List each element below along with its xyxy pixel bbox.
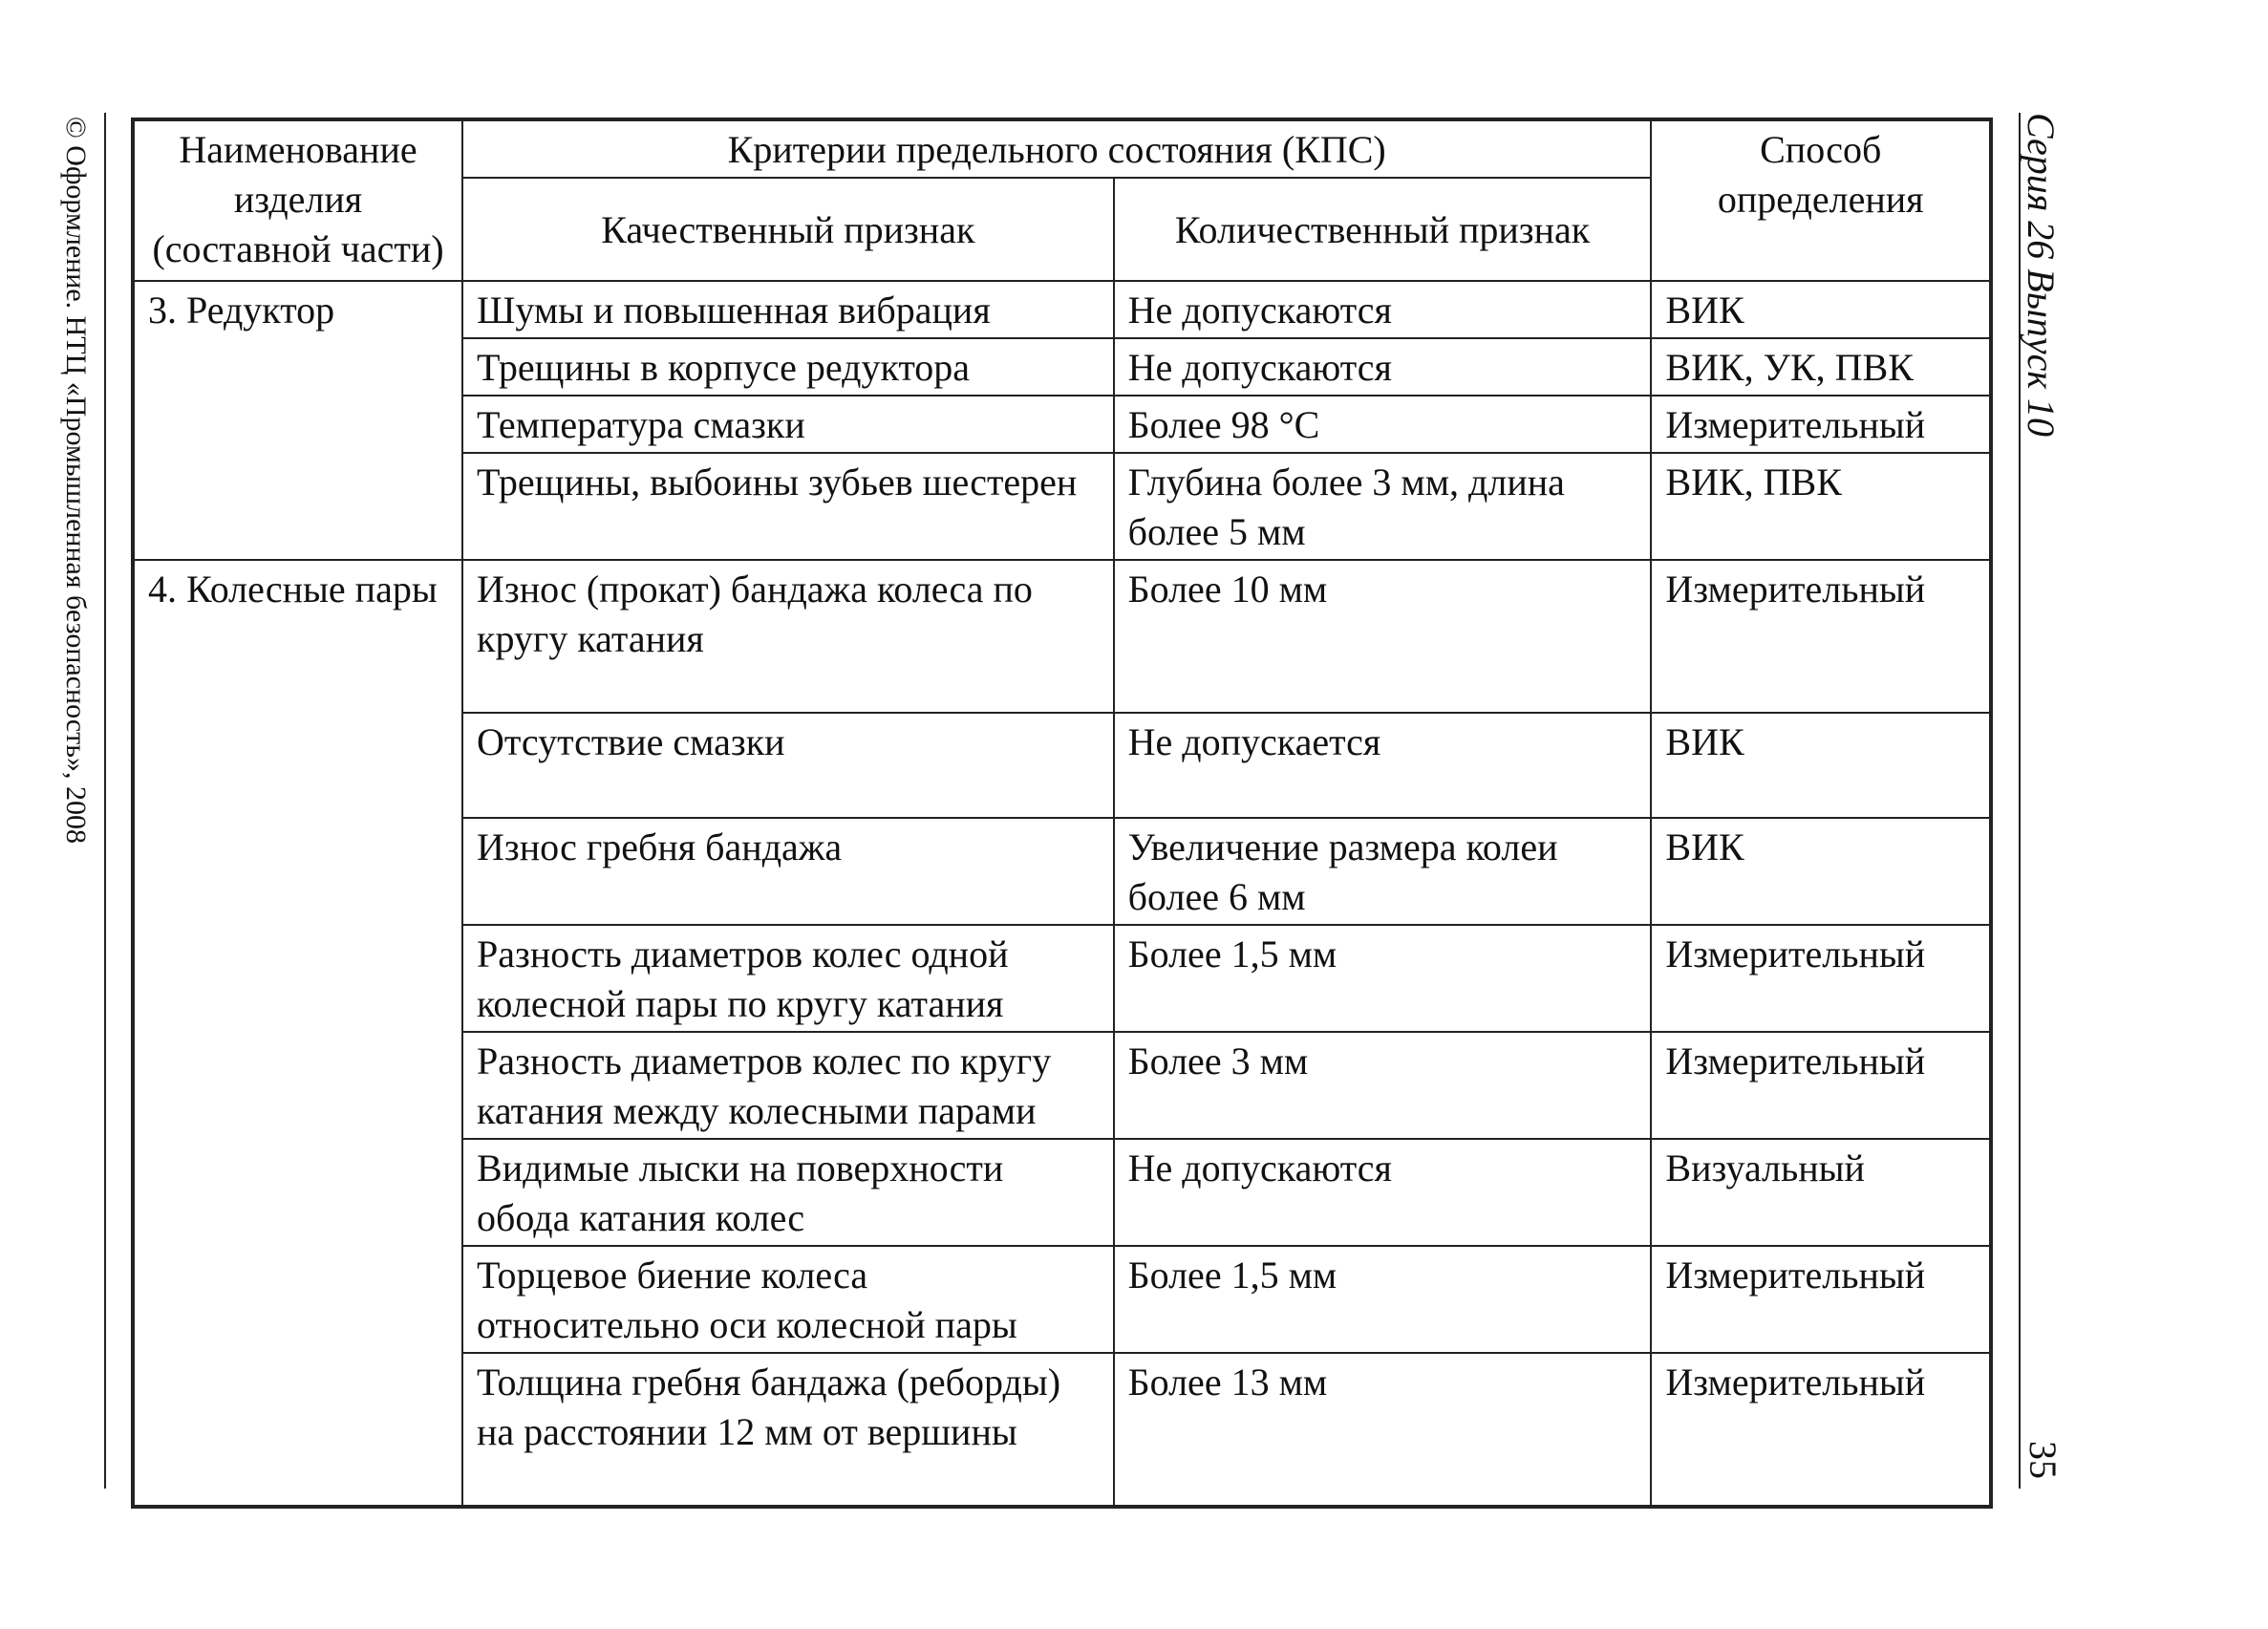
- method-cell: Измерительный: [1651, 560, 1991, 713]
- qualitative-cell: Толщина гребня бандажа (реборды) на расстоянии 12 мм от вершины: [462, 1353, 1114, 1507]
- qualitative-cell: Отсутствие смазки: [462, 713, 1114, 818]
- method-cell: ВИК, УК, ПВК: [1651, 338, 1991, 396]
- quantitative-cell: Более 3 мм: [1114, 1032, 1652, 1139]
- method-cell: ВИК, ПВК: [1651, 453, 1991, 560]
- qualitative-cell: Износ (прокат) бандажа колеса по кругу катания: [462, 560, 1114, 713]
- quantitative-cell: Более 1,5 мм: [1114, 1246, 1652, 1353]
- method-cell: Измерительный: [1651, 1353, 1991, 1507]
- table-row: [133, 560, 1991, 713]
- quantitative-cell: Увеличение размера колеи более 6 мм: [1114, 818, 1652, 925]
- header-qualitative: Качественный признак: [462, 178, 1114, 281]
- quantitative-cell: Не допускаются: [1114, 1139, 1652, 1246]
- group-name-cell: 4. Колесные пары: [133, 560, 462, 1507]
- group-name-cell: 3. Редуктор: [133, 281, 462, 560]
- series-label: Серия 26 Выпуск 10: [2020, 113, 2063, 438]
- method-cell: Измерительный: [1651, 1032, 1991, 1139]
- method-cell: Измерительный: [1651, 1246, 1991, 1353]
- qualitative-cell: Температура смазки: [462, 396, 1114, 453]
- method-cell: Измерительный: [1651, 396, 1991, 453]
- method-cell: Измерительный: [1651, 925, 1991, 1032]
- method-cell: ВИК: [1651, 713, 1991, 818]
- qualitative-cell: Разность диаметров колес по кругу катания между колесными парами: [462, 1032, 1114, 1139]
- qualitative-cell: Видимые лыски на поверхности обода катания колес: [462, 1139, 1114, 1246]
- qualitative-cell: Разность диаметров колес одной колесной пары по кругу катания: [462, 925, 1114, 1032]
- header-criteria-group: Критерии предельного состояния (КПС): [462, 119, 1651, 178]
- qualitative-cell: Трещины, выбоины зубьев шестерен: [462, 453, 1114, 560]
- header-method-label: Способ определения: [1717, 128, 1924, 221]
- quantitative-cell: Более 13 мм: [1114, 1353, 1652, 1507]
- table-row: [133, 281, 1991, 338]
- qualitative-cell: Износ гребня бандажа: [462, 818, 1114, 925]
- method-cell: Визуальный: [1651, 1139, 1991, 1246]
- method-cell: ВИК: [1651, 818, 1991, 925]
- header-quantitative: Количественный признак: [1114, 178, 1652, 281]
- method-cell: ВИК: [1651, 281, 1991, 338]
- copyright-notice: © Оформление. НТЦ «Промышленная безопасность», 2008: [60, 117, 92, 844]
- page-number: 35: [2022, 1441, 2065, 1479]
- left-margin-rule: [104, 113, 106, 1489]
- header-method: [1651, 119, 1991, 281]
- header-name: Наименование изделия (составной части): [133, 119, 462, 281]
- qualitative-cell: Шумы и повышенная вибрация: [462, 281, 1114, 338]
- quantitative-cell: Более 98 °С: [1114, 396, 1652, 453]
- limit-state-criteria-table: [131, 118, 1993, 1509]
- quantitative-cell: Более 1,5 мм: [1114, 925, 1652, 1032]
- quantitative-cell: Не допускаются: [1114, 338, 1652, 396]
- qualitative-cell: Трещины в корпусе редуктора: [462, 338, 1114, 396]
- quantitative-cell: Глубина более 3 мм, длина более 5 мм: [1114, 453, 1652, 560]
- quantitative-cell: Не допускается: [1114, 713, 1652, 818]
- quantitative-cell: Не допускаются: [1114, 281, 1652, 338]
- qualitative-cell: Торцевое биение колеса относительно оси колесной пары: [462, 1246, 1114, 1353]
- quantitative-cell: Более 10 мм: [1114, 560, 1652, 713]
